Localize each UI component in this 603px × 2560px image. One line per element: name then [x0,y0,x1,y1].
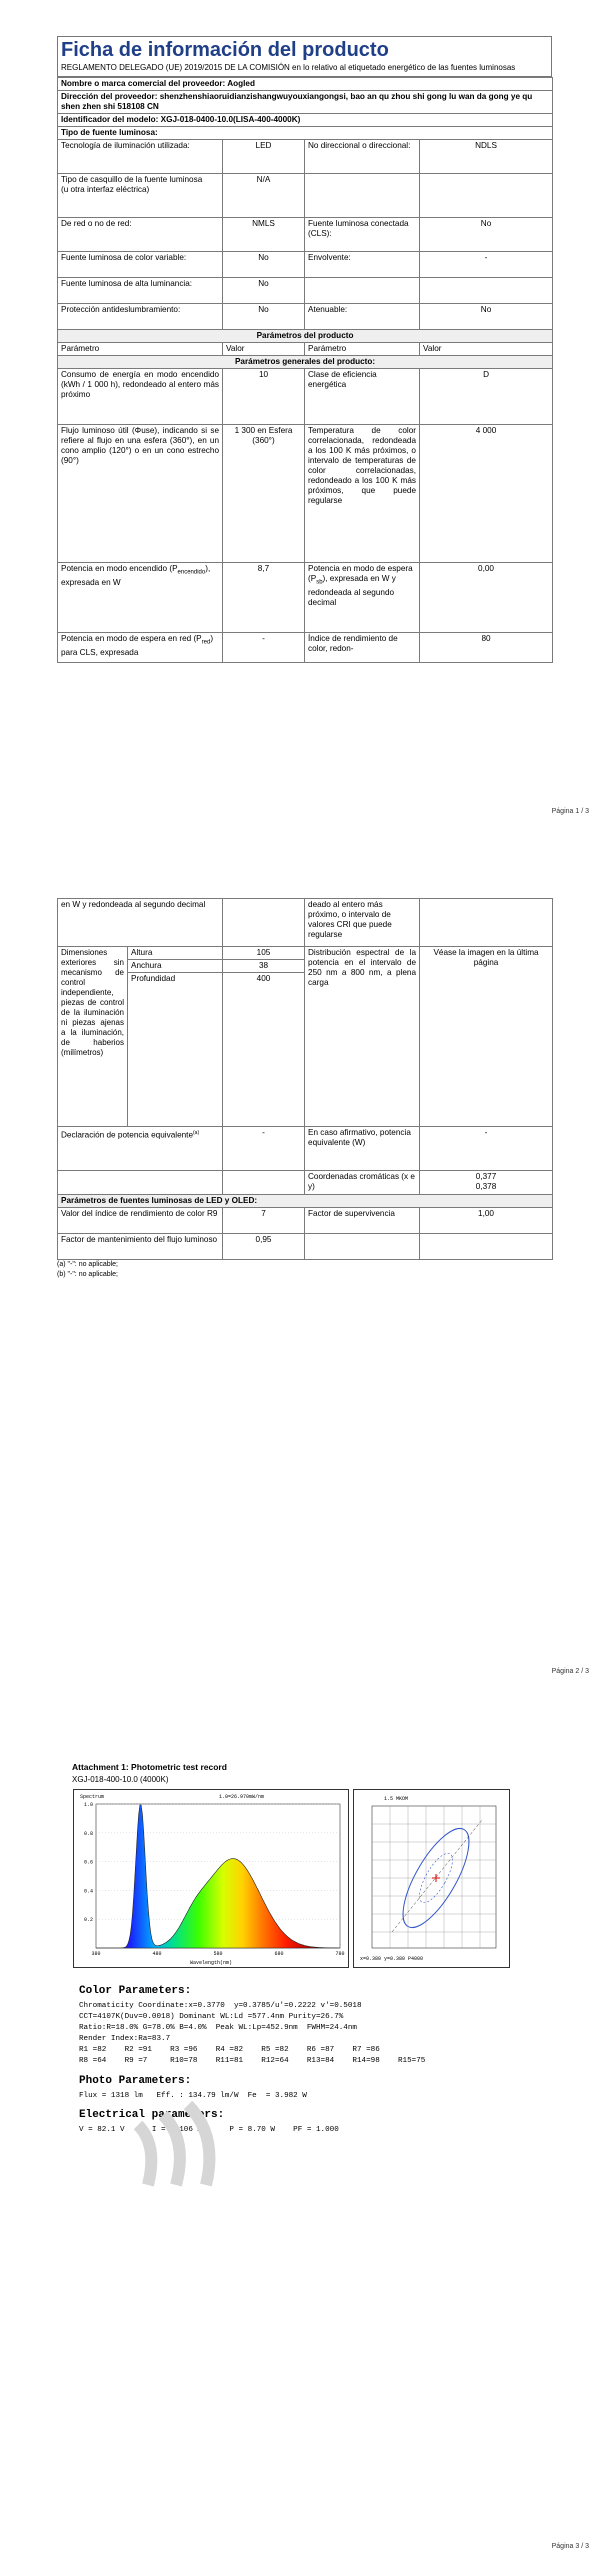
cie-coords: x=0.380 y=0.380 P4000 [360,1956,424,1962]
depth-value: 400 [223,973,305,1127]
page-number-3: Página 3 / 3 [551,2543,589,2550]
antiglare-label: Protección antideslumbramiento: [58,304,223,330]
pon-value: 8,7 [223,563,305,633]
spectrum-ytick: 0.6 [83,1859,93,1866]
connected-label: Fuente luminosa conectada (CLS): [305,218,420,252]
spectrum-xtick: 680 [274,1951,284,1957]
equiv-label: Declaración de potencia equivalente$^{(a)}$ [58,1127,223,1171]
envelope-value: - [420,252,553,278]
width-label: Anchura [128,960,223,973]
equiv-value: - [223,1127,305,1171]
product-table [57,77,553,663]
color-line-6: R8 =64 R9 =7 R10=78 R11=81 R12=64 R13=84 R14=98 R15=75 [79,2057,426,2065]
spectrum-label: Spectrum [80,1794,105,1800]
maint-label: Factor de mantenimiento del flujo luminoso [58,1234,223,1260]
eff-class-label: Clase de eficiencia energética [305,369,420,425]
surv-value: 1,00 [420,1208,553,1234]
regulation-text: REGLAMENTO DELEGADO (UE) 2019/2015 DE LA COMISIÓN en lo relativo al etiquetado energético de las fuentes luminosas [57,62,552,77]
tech-value: LED [223,140,305,174]
coord-y: 0,378 [475,1182,497,1191]
note-b: (b) "-": no aplicable; [57,1271,118,1278]
depth-label: Profundidad [128,973,223,1127]
cri-label: Índice de rendimiento de color, redon- [305,633,420,663]
general-header: Parámetros generales del producto: [58,356,553,369]
page-2 [0,880,603,1700]
color-line-2: CCT=4107K(Duv=0.0018) Dominant WL:Ld =577.4nm Purity=26.7% [79,2013,344,2021]
attachment-title: Attachment 1: Photometric test record [72,1762,227,1772]
pon-label: Potencia en modo encendido $(P_{encendido})$, expresada en W [58,563,223,633]
height-label: Altura [128,947,223,960]
page-title: Ficha de información del producto [57,36,552,62]
spectrum-xtick: 480 [152,1951,162,1957]
height-value: 105 [223,947,305,960]
non-dir-value: NDLS [420,140,553,174]
cap-label-cell [58,174,223,218]
equiv2-value: - [420,1127,553,1171]
psb-label: Potencia en modo de espera $(P_{sb})$, expresada en W y redondeada al segundo decimal [305,563,420,633]
pnet-value: - [223,633,305,663]
spectrum-ytick: 1.0 [83,1802,93,1808]
coord-label: Coordenadas cromáticas (x e y) [305,1171,420,1195]
product-sheet-continued [57,898,552,1280]
envelope-label: Envolvente: [305,252,420,278]
source-type-header: Tipo de fuente luminosa: [58,127,553,140]
cct-value: 4 000 [420,425,553,563]
cri-cont: deado al entero más próximo, o intervalo de valores CRI que puede regularse [305,899,420,947]
dimmable-value: No [420,304,553,330]
flux-value: 1 300 en Esfera (360°) [223,425,305,563]
photo-params-header: Photo Parameters: [79,2075,192,2087]
maint-value: 0,95 [223,1234,305,1260]
antiglare-value: No [223,304,305,330]
spectrum-xlabel: Wavelength(nm) [189,1960,233,1966]
color-line-3: Ratio:R=18.0% G=78.0% B=4.0% Peak WL:Lp=452.9nm FWHM=24.4nm [79,2024,357,2032]
color-params-header: Color Parameters: [79,1985,192,1997]
params-header: Parámetros del producto [58,330,553,343]
spectrum-chart [73,1789,349,1968]
cie-grid [372,1806,496,1948]
spectrum-ytick: 0.8 [83,1830,93,1837]
non-dir-label: No direccional o direccional: [305,140,420,174]
elec-params-header: Electrical parameters: [79,2109,225,2121]
photo-line: Flux = 1318 lm Eff. : 134.79 lm/W Fe = 3.982 W [79,2092,307,2100]
cri-value: 80 [420,633,553,663]
energy-label: Consumo de energía en modo encendido (kWh / 1 000 h), redondeado al entero más próximo [58,369,223,425]
flux-label: Flujo luminoso útil (Φuse), indicando si se refiere al flujo en una esfera (360°), en un cono amplio (120°) o en un cono estrecho (90°) [58,425,223,563]
cap-label-2: (u otra interfaz eléctrica) [61,185,150,194]
cap-label: Tipo de casquillo de la fuente luminosa [61,175,203,184]
connected-value: No [420,218,553,252]
eff-class-value: D [420,369,553,425]
hl-label: Fuente luminosa de alta luminancia: [58,278,223,304]
spd-value: Véase la imagen en la última página [420,947,553,1127]
spectrum-xtick: 780 [335,1951,345,1957]
cie-label: 1.5 MKOM [384,1796,409,1802]
cct-label: Temperatura de color correlacionada, redondeada a los 100 K más próximos, o intervalo de temperaturas de color correlacionadas, redondeado a los 100 K más próximos, que puede regularse [305,425,420,563]
spectrum-xtick: 380 [91,1951,101,1957]
col-param-2: Parámetro [305,343,420,356]
equiv2-label: En caso afirmativo, potencia equivalente (W) [305,1127,420,1171]
spectrum-xtick: 580 [213,1951,223,1957]
page-number-1: Página 1 / 3 [551,808,589,815]
colour-value: No [223,252,305,278]
surv-label: Factor de supervivencia [305,1208,420,1234]
col-param: Parámetro [58,343,223,356]
cap-value: N/A [223,174,305,218]
model-identifier: Identificador del modelo: XGJ-018-0400-10.0(LISA-400-4000K) [58,114,553,127]
dim-label: Dimensiones exteriores sin mecanismo de control independiente, piezas de control de la iluminación ni piezas ajenas a la iluminación, de haberios (milímetros) [58,947,128,1127]
psb-value: 0,00 [420,563,553,633]
color-line-4: Render Index:Ra=83.7 [79,2035,171,2043]
col-value-2: Valor [420,343,553,356]
watermark-logo [128,2085,238,2195]
coord-x: 0,377 [475,1172,497,1181]
attachment-model: XGJ-018-400-10.0 (4000K) [72,1775,169,1784]
supplier-name: Nombre o marca comercial del proveedor: Aogled [58,78,553,91]
tech-label: Tecnología de iluminación utilizada: [58,140,223,174]
product-table-2 [57,898,553,1260]
mains-value: NMLS [223,218,305,252]
product-sheet [57,36,552,663]
energy-value: 10 [223,369,305,425]
cie-chart [353,1789,510,1968]
spectrum-peak: 1.0=26.970mW/nm [219,1794,265,1800]
page-1 [0,0,603,838]
hl-value: No [223,278,305,304]
planckian-line [392,1820,482,1932]
dimmable-label: Atenuable: [305,304,420,330]
cie-svg [354,1790,509,1967]
colour-label: Fuente luminosa de color variable: [58,252,223,278]
spd-label: Distribución espectral de la potencia en el intervalo de 250 nm a 800 nm, a plena carga [305,947,420,1127]
spectrum-svg [74,1790,348,1967]
mains-label: De red o no de red: [58,218,223,252]
color-line-1: Chromaticity Coordinate:x=0.3770 y=0.3785/u'=0.2222 v'=0.5018 [79,2002,362,2010]
page-3 [0,1735,603,2560]
page-number-2: Página 2 / 3 [551,1668,589,1675]
r9-label: Valor del índice de rendimiento de color R9 [58,1208,223,1234]
col-value: Valor [223,343,305,356]
spectrum-ytick: 0.4 [83,1888,93,1895]
pnet-cont: en W y redondeada al segundo decimal [58,899,223,947]
spectrum-ytick: 0.2 [83,1917,93,1924]
color-line-5: R1 =82 R2 =91 R3 =96 R4 =82 R5 =82 R6 =87 R7 =86 [79,2046,380,2054]
elec-line: V = 82.1 V I = 0.106 A P = 8.70 W PF = 1.000 [79,2126,339,2134]
spectrum-curve [96,1805,340,1948]
note-a: (a) "-": no aplicable; [57,1261,118,1268]
width-value: 38 [223,960,305,973]
supplier-address: Dirección del proveedor: shenzhenshiaoruidianzishangwuyouxiangongsi, bao an qu zhou shi gong lu wan da gong ye qu shen zhen shi 518108 CN [58,91,553,114]
coord-values [420,1171,553,1195]
r9-value: 7 [223,1208,305,1234]
pnet-label: Potencia en modo de espera en red $(P_{red})$ para CLS, expresada [58,633,223,663]
led-header: Parámetros de fuentes luminosas de LED y OLED: [58,1195,553,1208]
